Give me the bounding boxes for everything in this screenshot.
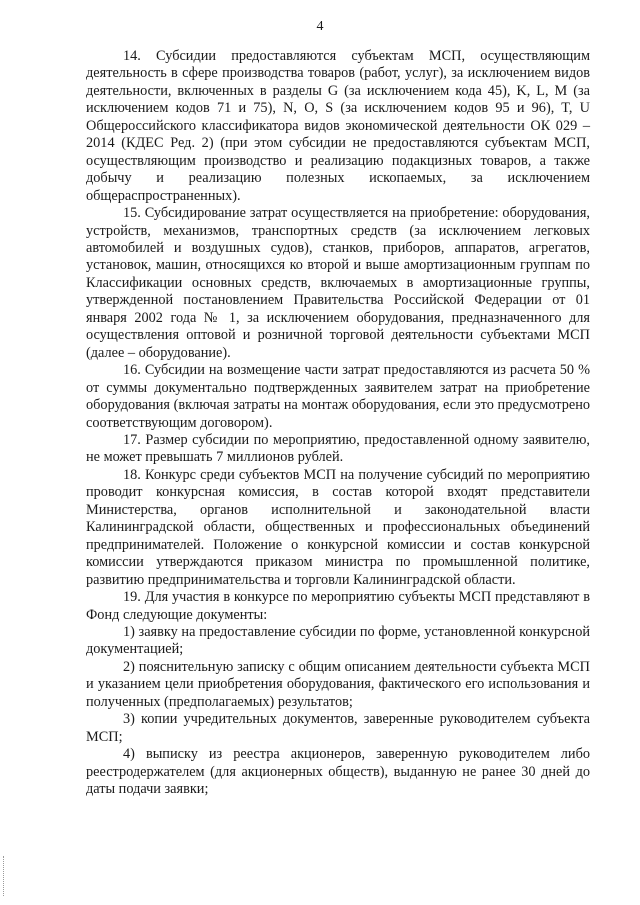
page-number: 4 (316, 19, 324, 34)
paragraph-15: 15. Субсидирование затрат осуществляется на приобретение: оборудования, устройств, механизмов, транспортных средств (за исключением легковых автомобилей и воздушных судов), станков, приборов, аппаратов, агрегатов, установок, машин, относящихся ко второй и выше амортизационным группам по Классификации основных средств, включаемых в амортизационные группы, утвержденной постановлением Правительства Российской Федерации от 01 января 2002 года № 1, за исключением оборудования, предназначенного для осуществления оптовой и розничной торговой деятельности субъектами МСП (далее – оборудование). (86, 205, 590, 361)
document-body (86, 48, 590, 798)
list-item-3: 3) копии учредительных документов, заверенные руководителем субъекта МСП; (86, 711, 590, 745)
list-item-1: 1) заявку на предоставление субсидии по форме, установленной конкурсной документацией; (86, 623, 590, 658)
list-item-2: 2) пояснительную записку с общим описанием деятельности субъекта МСП и указанием цели приобретения оборудования, фактического его использования и полученных (предполагаемых) результатов; (86, 658, 590, 710)
paragraph-14: 14. Субсидии предоставляются субъектам МСП, осуществляющим деятельность в сфере производства товаров (работ, услуг), за исключением видов деятельности, включенных в разделы G (за исключением кода 45), K, L, M (за исключением кодов 71 и 75), N, O, S (за исключением кодов 95 и 96), T, U Общероссийского классификатора видов экономической деятельности ОК 029 – 2014 (КДЕС Ред. 2) (при этом субсидии не предоставляются субъектам МСП, осуществляющим производство и реализацию подакцизных товаров, а также добычу и реализацию полезных ископаемых, за исключением общераспространенных). (86, 48, 590, 204)
paragraph-17: 17. Размер субсидии по мероприятию, предоставленной одному заявителю, не может превышать 7 миллионов рублей. (86, 431, 590, 466)
paragraph-18: 18. Конкурс среди субъектов МСП на получение субсидий по мероприятию проводит конкурсная комиссия, в состав которой входят представители Министерства, органов исполнительной и законодательной власти Калининградской области, общественных и профессиональных объединений предпринимателей. Положение о конкурсной комиссии и состав конкурсной комиссии утверждаются приказом министра по промышленной политике, развитию предпринимательства и торговли Калининградской области. (86, 466, 590, 588)
scan-margin-marks (3, 856, 7, 896)
paragraph-16: 16. Субсидии на возмещение части затрат предоставляются из расчета 50 % от суммы документально подтвержденных заявителем затрат на приобретение оборудования (включая затраты на монтаж оборудования, если это предусмотрено соответствующим договором). (86, 362, 590, 431)
paragraph-19: 19. Для участия в конкурсе по мероприятию субъекты МСП представляют в Фонд следующие документы: (86, 589, 590, 623)
list-item-4: 4) выписку из реестра акционеров, заверенную руководителем либо реестродержателем (для акционерных обществ), выданную не ранее 30 дней до даты подачи заявки; (86, 746, 590, 798)
